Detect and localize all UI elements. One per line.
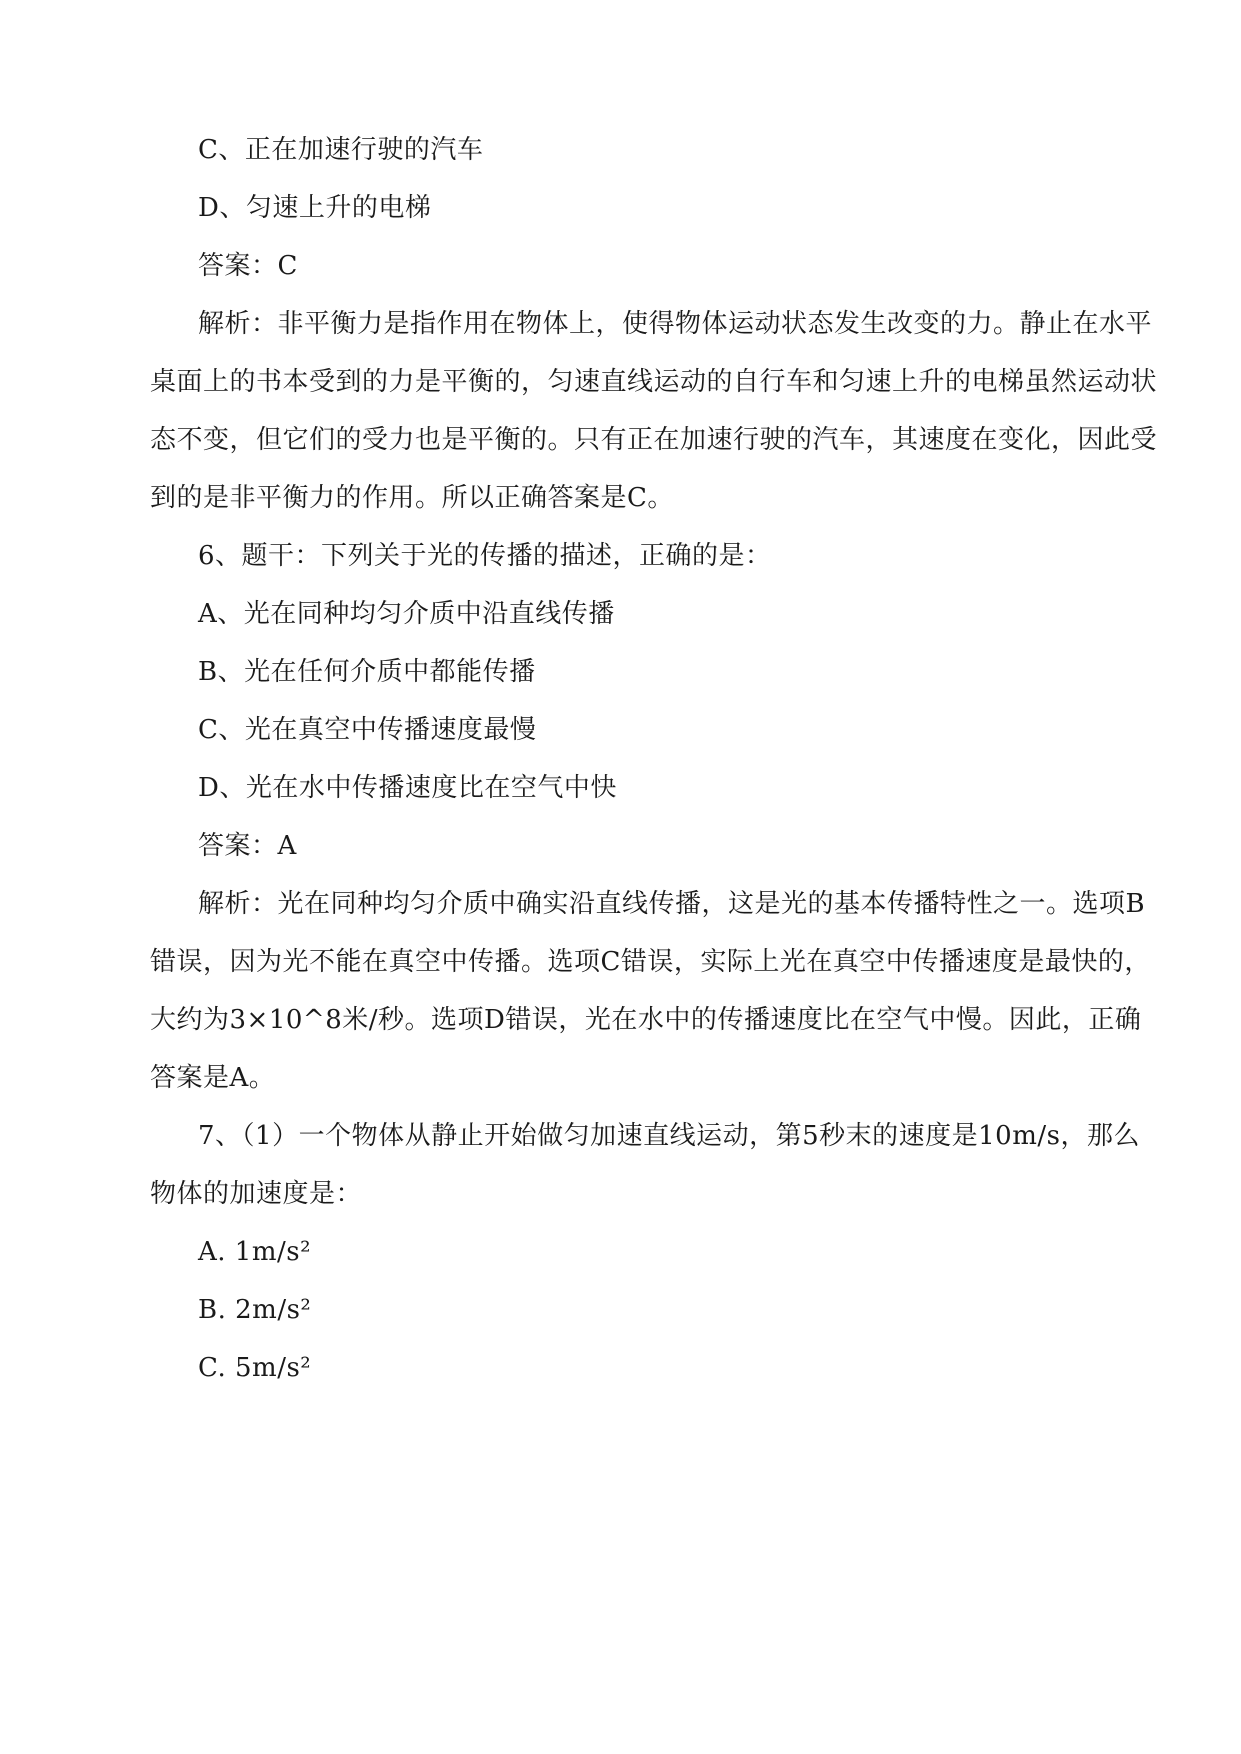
q7-option-b: B. 2m/s²	[198, 1295, 312, 1325]
q7-option-c: C. 5m/s²	[198, 1353, 312, 1383]
q5-explanation-line-1: 解析：非平衡力是指作用在物体上，使得物体运动状态发生改变的力。静止在水平	[198, 309, 1153, 339]
q7-option-a: A. 1m/s²	[198, 1237, 312, 1267]
q5-option-d: D、匀速上升的电梯	[198, 193, 432, 223]
q6-stem: 6、题干：下列关于光的传播的描述，正确的是：	[198, 541, 772, 571]
q5-answer: 答案：C	[198, 251, 298, 281]
q6-explanation-line-4: 答案是A。	[150, 1063, 276, 1093]
q7-stem-line-2: 物体的加速度是：	[150, 1179, 363, 1209]
q6-option-a: A、光在同种均匀介质中沿直线传播	[198, 599, 615, 629]
q7-stem-line-1: 7、（1）一个物体从静止开始做匀加速直线运动，第5秒末的速度是10m/s，那么	[198, 1121, 1140, 1151]
q6-explanation-line-1: 解析：光在同种均匀介质中确实沿直线传播，这是光的基本传播特性之一。选项B	[198, 889, 1146, 919]
q6-option-b: B、光在任何介质中都能传播	[198, 657, 536, 687]
q5-explanation-line-3: 态不变，但它们的受力也是平衡的。只有正在加速行驶的汽车，其速度在变化，因此受	[150, 425, 1158, 455]
q5-option-c: C、正在加速行驶的汽车	[198, 135, 484, 165]
q6-option-d: D、光在水中传播速度比在空气中快	[198, 773, 617, 803]
q6-explanation-line-2: 错误，因为光不能在真空中传播。选项C错误，实际上光在真空中传播速度是最快的，	[150, 947, 1151, 977]
q5-explanation-line-4: 到的是非平衡力的作用。所以正确答案是C。	[150, 483, 674, 513]
q6-answer: 答案：A	[198, 831, 297, 861]
q6-option-c: C、光在真空中传播速度最慢	[198, 715, 537, 745]
q6-explanation-line-3: 大约为3×10^8米/秒。选项D错误，光在水中的传播速度比在空气中慢。因此，正确	[150, 1005, 1142, 1035]
q5-explanation-line-2: 桌面上的书本受到的力是平衡的，匀速直线运动的自行车和匀速上升的电梯虽然运动状	[150, 367, 1158, 397]
